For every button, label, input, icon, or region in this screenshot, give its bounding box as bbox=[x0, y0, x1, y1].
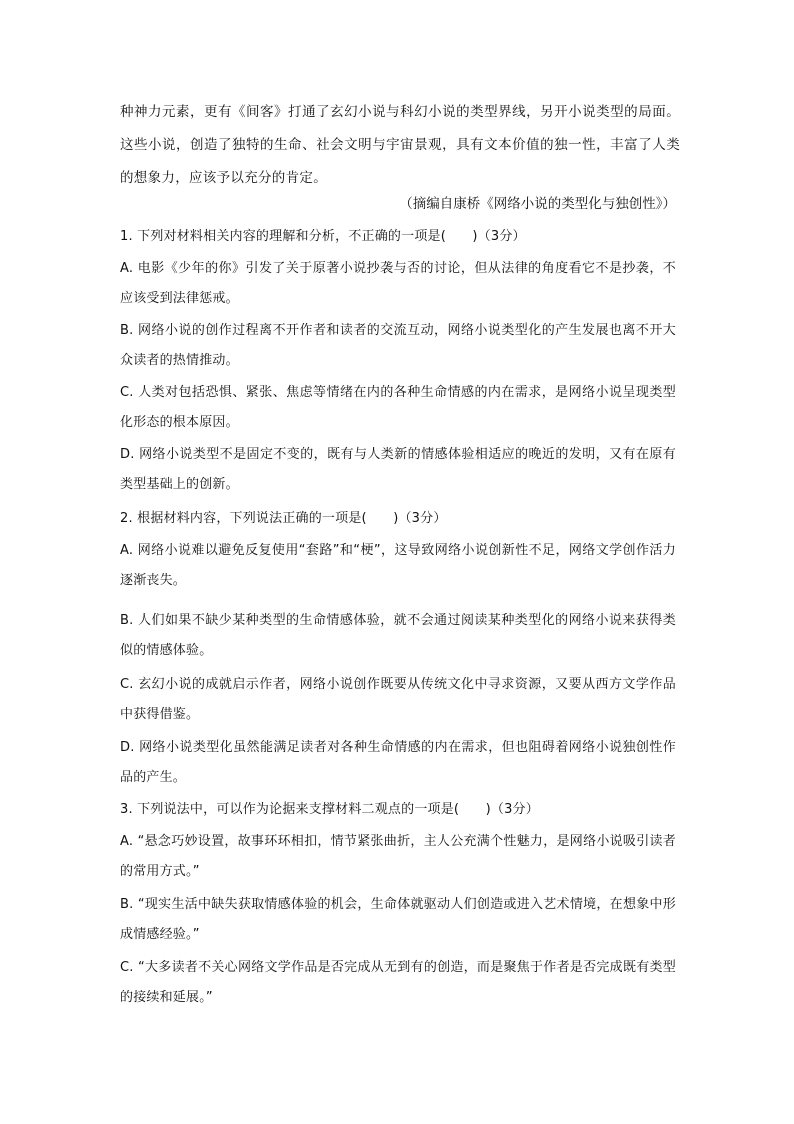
question-1-option-a: A. 电影《少年的你》引发了关于原著小说抄袭与否的讨论，但从法律的角度看它不是抄袭，不应该受到法律惩戒。 bbox=[120, 261, 676, 306]
question-2-option-d: D. 网络小说类型化虽然能满足读者对各种生命情感的内在需求，但也阻碍着网络小说独创性作品的产生。 bbox=[120, 740, 676, 785]
question-1-option-d: D. 网络小说类型不是固定不变的，既有与人类新的情感体验相适应的晚近的发明，又有在原有类型基础上的创新。 bbox=[120, 447, 676, 492]
question-2-option-c: C. 玄幻小说的成就启示作者，网络小说创作既要从传统文化中寻求资源，又要从西方文学作品中获得借鉴。 bbox=[120, 677, 676, 722]
question-3-option-b: B. “现实生活中缺失获取情感体验的机会，生命体就驱动人们创造或进入艺术情境，在想象中形成情感经验。” bbox=[120, 897, 676, 942]
question-1-option-b: B. 网络小说的创作过程离不开作者和读者的交流互动，网络小说类型化的产生发展也离不开大众读者的热情推动。 bbox=[120, 323, 676, 368]
question-2-option-a: A. 网络小说难以避免反复使用“套路”和“梗”，这导致网络小说创新性不足，网络文学创作活力逐渐丧失。 bbox=[120, 543, 676, 588]
question-2-option-b: B. 人们如果不缺少某种类型的生命情感体验，就不会通过阅读某种类型化的网络小说来获得类似的情感体验。 bbox=[120, 613, 676, 658]
question-3-option-c: C. “大多读者不关心网络文学作品是否完成从无到有的创造，而是聚焦于作者是否完成既有类型的接续和延展。” bbox=[120, 960, 676, 1005]
question-3-stem: 3. 下列说法中，可以作为论据来支撑材料二观点的一项是( )（3分） bbox=[120, 802, 539, 817]
question-1-stem: 1. 下列对材料相关内容的理解和分析，不正确的一项是( )（3分） bbox=[120, 229, 526, 244]
question-2-stem: 2. 根据材料内容，下列说法正确的一项是( )（3分） bbox=[120, 511, 447, 526]
passage-paragraph: 种神力元素，更有《间客》打通了玄幻小说与科幻小说的类型界线，另开小说类型的局面。这些小说，创造了独特的生命、社会文明与宇宙景观，具有文本价值的独一性，丰富了人类的想象力，应该予以充分的肯定。 bbox=[120, 104, 680, 186]
passage-source: （摘编自康桥《网络小说的类型化与独创性》） bbox=[399, 196, 676, 212]
question-1-option-c: C. 人类对包括恐惧、紧张、焦虑等情绪在内的各种生命情感的内在需求，是网络小说呈现类型化形态的根本原因。 bbox=[120, 385, 676, 430]
question-3-option-a: A. “悬念巧妙设置，故事环环相扣，情节紧张曲折，主人公充满个性魅力，是网络小说吸引读者的常用方式。” bbox=[120, 834, 676, 879]
